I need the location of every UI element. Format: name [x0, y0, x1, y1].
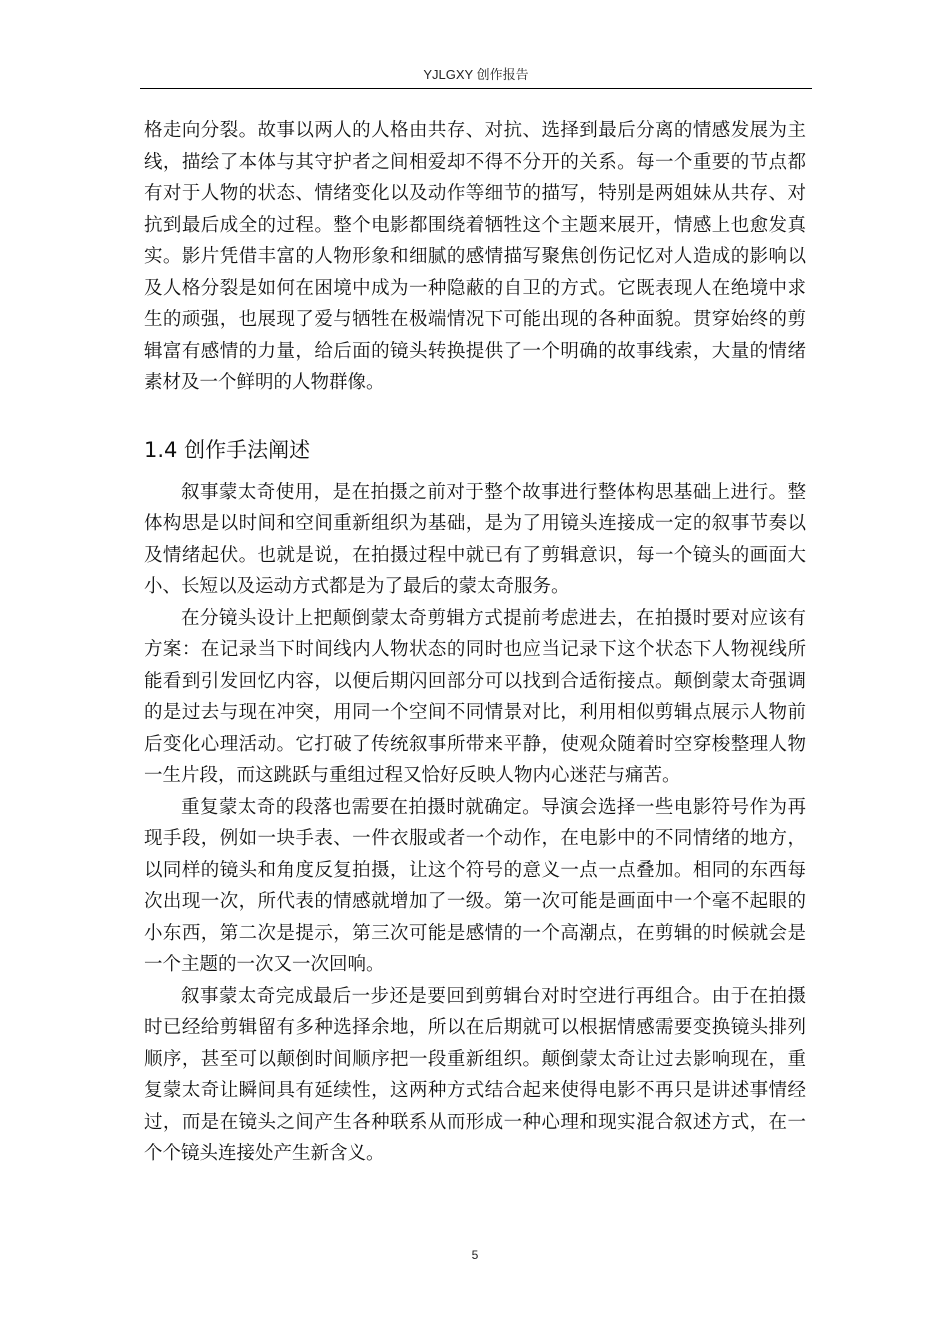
paragraph-editing-recombination: 叙事蒙太奇完成最后一步还是要回到剪辑台对时空进行再组合。由于在拍摄时已经给剪辑留有多种选择余地，所以在后期就可以根据情感需要变换镜头排列顺序，甚至可以颠倒时间顺序把一段重新组织。颠倒蒙太奇让过去影响现在，重复蒙太奇让瞬间具有延续性，这两种方式结合起来使得电影不再只是讲述事情经过，而是在镜头之间产生各种联系从而形成一种心理和现实混合叙述方式，在一个个镜头连接处产生新含义。 — [144, 985, 806, 1164]
paragraph-shot-design: 在分镜头设计上把颠倒蒙太奇剪辑方式提前考虑进去，在拍摄时要对应该有方案：在记录当下时间线内人物状态的同时也应当记录下这个状态下人物视线所能看到引发回忆内容，以便后期闪回部分可以找到合适衔接点。颠倒蒙太奇强调的是过去与现在冲突，用同一个空间不同情景对比，利用相似剪辑点展示人物前后变化心理活动。它打破了传统叙事所带来平静，使观众随着时空穿梭整理人物一生片段，而这跳跃与重组过程又恰好反映人物内心迷茫与痛苦。 — [144, 607, 806, 786]
paragraph-repetition-montage: 重复蒙太奇的段落也需要在拍摄时就确定。导演会选择一些电影符号作为再现手段，例如一块手表、一件衣服或者一个动作，在电影中的不同情绪的地方，以同样的镜头和角度反复拍摄，让这个符号的意义一点一点叠加。相同的东西每次出现一次，所代表的情感就增加了一级。第一次可能是画面中一个毫不起眼的小东西，第二次是提示，第三次可能是感情的一个高潮点，在剪辑的时候就会是一个主题的一次又一次回响。 — [144, 796, 806, 975]
document-body — [144, 115, 806, 1170]
intro-paragraph: 格走向分裂。故事以两人的人格由共存、对抗、选择到最后分离的情感发展为主线，描绘了本体与其守护者之间相爱却不得不分开的关系。每一个重要的节点都有对于人物的状态、情绪变化以及动作等细节的描写，特别是两姐妹从共存、对抗到最后成全的过程。整个电影都围绕着牺牲这个主题来展开，情感上也愈发真实。影片凭借丰富的人物形象和细腻的感情描写聚焦创伤记忆对人造成的影响以及人格分裂是如何在困境中成为一种隐蔽的自卫的方式。它既表现人在绝境中求生的顽强，也展现了爱与牺牲在极端情况下可能出现的各种面貌。贯穿始终的剪辑富有感情的力量，给后面的镜头转换提供了一个明确的故事线索，大量的情绪素材及一个鲜明的人物群像。 — [144, 120, 806, 393]
paragraph-narrative-montage: 叙事蒙太奇使用，是在拍摄之前对于整个故事进行整体构思基础上进行。整体构思是以时间和空间重新组织为基础，是为了用镜头连接成一定的叙事节奏以及情绪起伏。也就是说，在拍摄过程中就已有了剪辑意识，每一个镜头的画面大小、长短以及运动方式都是为了最后的蒙太奇服务。 — [144, 481, 806, 597]
page-number: 5 — [471, 1248, 479, 1262]
page-header: YJLGXY 创作报告 — [140, 62, 812, 89]
section-heading: 1.4 创作手法阐述 — [144, 437, 311, 462]
